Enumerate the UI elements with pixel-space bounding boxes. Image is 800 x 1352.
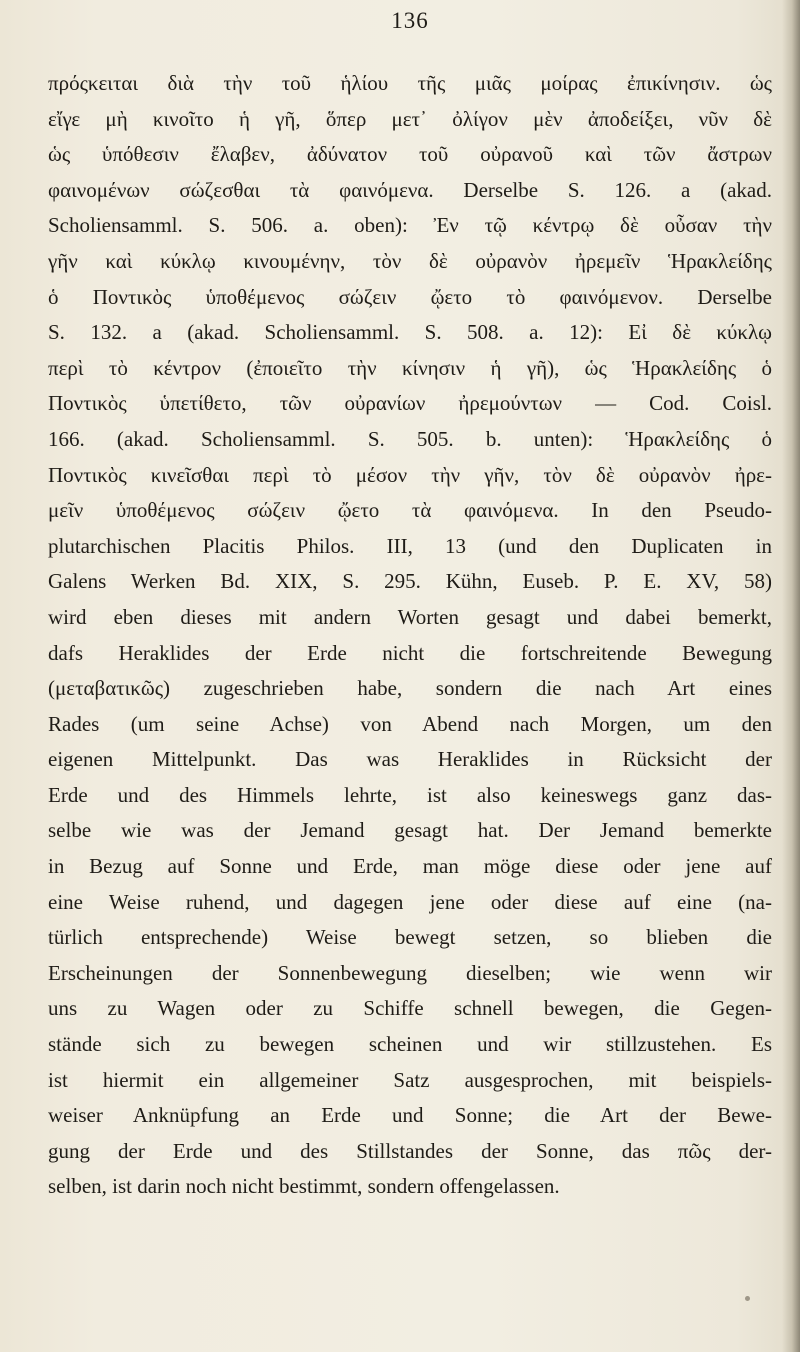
text-line: Scholiensamml. S. 506. a. oben): Ἐν τῷ κέντρῳ δὲ οὖσαν τὴν xyxy=(48,213,772,238)
text-line: uns zu Wagen oder zu Schiffe schnell bewegen, die Gegen- xyxy=(48,996,772,1021)
text-line: Rades (um seine Achse) von Abend nach Morgen, um den xyxy=(48,711,772,736)
text-line: περὶ τὸ κέντρον (ἐποιεῖτο τὴν κίνησιν ἡ γῆ), ὡς Ἡρακλείδης ὁ xyxy=(48,355,772,380)
text-line: Erde und des Himmels lehrte, ist also keineswegs ganz das- xyxy=(48,782,772,807)
text-line: Ποντικὸς κινεῖσθαι περὶ τὸ μέσον τὴν γῆν, τὸν δὲ οὐρανὸν ἠρε- xyxy=(48,462,772,487)
page-number: 136 xyxy=(391,8,429,33)
text-line: γῆν καὶ κύκλῳ κινουμένην, τὸν δὲ οὐρανὸν ἠρεμεῖν Ἡρακλείδης xyxy=(48,248,772,273)
text-line: selbe wie was der Jemand gesagt hat. Der Jemand bemerkte xyxy=(48,818,772,843)
text-line: selben, ist darin noch nicht bestimmt, sondern offengelassen. xyxy=(48,1174,560,1199)
text-line: ὁ Ποντικὸς ὑποθέμενος σώζειν ᾤετο τὸ φαινόμενον. Derselbe xyxy=(48,284,772,309)
text-line: φαινομένων σώζεσθαι τὰ φαινόμενα. Derselbe S. 126. a (akad. xyxy=(48,177,772,202)
text-line: S. 132. a (akad. Scholiensamml. S. 508. a. 12): Εἰ δὲ κύκλῳ xyxy=(48,320,772,345)
text-line: 166. (akad. Scholiensamml. S. 505. b. unten): Ἡρακλείδης ὁ xyxy=(48,426,772,451)
text-line: plutarchischen Placitis Philos. III, 13 (und den Duplicaten in xyxy=(48,533,772,558)
text-line: stände sich zu bewegen scheinen und wir stillzustehen. Es xyxy=(48,1032,772,1057)
text-line: wird eben dieses mit andern Worten gesagt und dabei bemerkt, xyxy=(48,604,772,629)
text-line: eine Weise ruhend, und dagegen jene oder diese auf eine (na- xyxy=(48,889,772,914)
text-line: πρόςκειται διὰ τὴν τοῦ ἡλίου τῆς μιᾶς μοίρας ἐπικίνησιν. ὡς xyxy=(48,71,772,95)
text-line: Ποντικὸς ὑπετίθετο, τῶν οὐρανίων ἠρεμούντων — Cod. Coisl. xyxy=(48,391,772,416)
text-line: gung der Erde und des Stillstandes der Sonne, das πῶς der- xyxy=(48,1138,772,1163)
text-line: ὡς ὑπόθεσιν ἔλαβεν, ἀδύνατον τοῦ οὐρανοῦ καὶ τῶν ἄστρων xyxy=(48,142,772,167)
text-line: ist hiermit ein allgemeiner Satz ausgesprochen, mit beispiels- xyxy=(48,1067,772,1092)
text-line: μεῖν ὑποθέμενος σώζειν ᾤετο τὰ φαινόμενα. In den Pseudo- xyxy=(48,498,772,523)
text-line: εἴγε μὴ κινοῖτο ἡ γῆ, ὅπερ μετ᾽ ὀλίγον μὲν ἀποδείξει, νῦν δὲ xyxy=(48,106,772,131)
text-line: eigenen Mittelpunkt. Das was Heraklides in Rücksicht der xyxy=(48,747,772,772)
text-line: dafs Heraklides der Erde nicht die fortschreitende Bewegung xyxy=(48,640,772,665)
body-text xyxy=(48,66,772,1205)
text-line: Galens Werken Bd. XIX, S. 295. Kühn, Euseb. P. E. XV, 58) xyxy=(48,569,772,594)
text-line: Erscheinungen der Sonnenbewegung dieselben; wie wenn wir xyxy=(48,960,772,985)
page-edge-shadow xyxy=(782,0,800,1352)
text-line: (μεταβατικῶς) zugeschrieben habe, sondern die nach Art eines xyxy=(48,676,772,701)
text-line: weiser Anknüpfung an Erde und Sonne; die Art der Bewe- xyxy=(48,1103,772,1128)
text-line: türlich entsprechende) Weise bewegt setzen, so blieben die xyxy=(48,925,772,950)
text-line: in Bezug auf Sonne und Erde, man möge diese oder jene auf xyxy=(48,854,772,879)
ink-spot xyxy=(745,1296,750,1301)
